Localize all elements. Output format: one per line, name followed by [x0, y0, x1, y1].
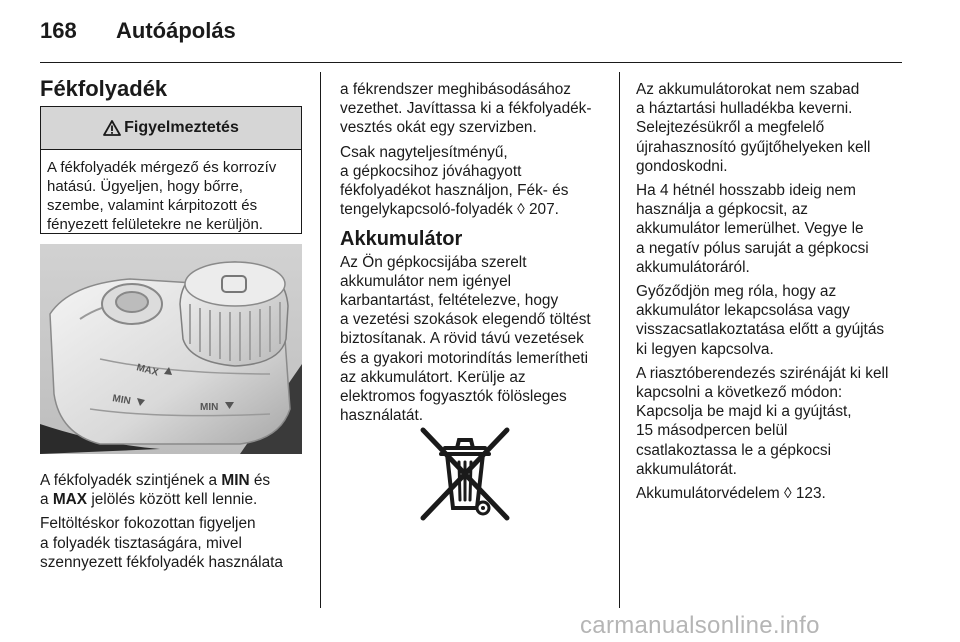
column-3-text: [636, 80, 912, 508]
paragraph: A riasztóberendezés szirénáját ki kell kapcsolni a következő módon: Kapcsolja be majd ki a gyújtást, 15 másodpercen belül csatlakoztassa le a gépkocsi akkumulátorát.: [636, 364, 889, 478]
max-term: MAX: [52, 491, 88, 509]
column-divider: [320, 72, 321, 608]
section-title: Fékfolyadék: [40, 76, 168, 101]
paragraph: Az akkumulátorokat nem szabad a háztartási hulladékba keverni. Selejtezésükről a megfelelő újrahasznosító gyűjtőhelyeken kell gondoskodni.: [636, 81, 871, 175]
chapter-title: Autóápolás: [116, 18, 236, 43]
warning-box: [40, 106, 302, 234]
warning-header: [41, 107, 301, 150]
brake-fluid-reservoir-image: [40, 244, 302, 454]
min-mark-label-right: MIN: [200, 402, 219, 413]
page-number: 168: [40, 18, 77, 43]
column-2-text: [340, 80, 610, 430]
warning-triangle-icon: [103, 120, 121, 136]
watermark: carmanualsonline.info: [580, 612, 820, 639]
max-mark-label: MAX: [135, 362, 160, 379]
paragraph: Ha 4 hétnél hosszabb ideig nem használja a gépkocsit, az akkumulátor lemerülhet. Vegye le a negatív pólus saruját a gépkocsi akkumulátoráról.: [636, 182, 869, 276]
paragraph: Győződjön meg róla, hogy az akkumulátor lekapcsolása vagy visszacsatlakoztatása előtt a gyújtás ki legyen kapcsolva.: [636, 283, 885, 358]
warning-text: A fékfolyadék mérgező és korrozív hatású. Ügyeljen, hogy bőrre, szembe, valamint kárpitozott és fényezett felületekre ne kerüljön.: [47, 159, 277, 233]
paragraph: Akkumulátorvédelem ◊ 123.: [636, 485, 826, 503]
column-divider: [619, 72, 620, 608]
warning-title: Figyelmeztetés: [124, 119, 239, 136]
column-1-text: [40, 471, 310, 577]
crossed-out-bin-icon: [417, 424, 513, 529]
paragraph: Az Ön gépkocsijába szerelt akkumulátor nem igényel karbantartást, feltételezve, hogy a vezetési szokások elegendő töltést biztosítanak. A rövid távú vezetések és a gyakori motorindítás lemerítheti az akkumulátort. Kerülje az elektromos fogyasztók fölösleges használatát.: [340, 253, 591, 425]
level-instruction: A fékfolyadék szintjének a MIN és a MAX jelölés között kell lennie.: [40, 472, 271, 509]
paragraph: a fékrendszer meghibásodásához vezethet. Javíttassa ki a fékfolyadék- vesztés okát egy szervizben.: [340, 81, 592, 137]
min-term: MIN: [221, 472, 250, 489]
header-rule: [40, 62, 902, 63]
min-mark-label-left: MIN: [111, 393, 132, 408]
paragraph: Feltöltéskor fokozottan figyeljen a folyadék tisztaságára, mivel szennyezett fékfolyadék használata: [40, 515, 283, 571]
subsection-title: Akkumulátor: [340, 228, 463, 251]
paragraph: Csak nagyteljesítményű, a gépkocsihoz jóváhagyott fékfolyadékot használjon, Fék- és tengelykapcsoló-folyadék ◊ 207.: [340, 143, 569, 219]
